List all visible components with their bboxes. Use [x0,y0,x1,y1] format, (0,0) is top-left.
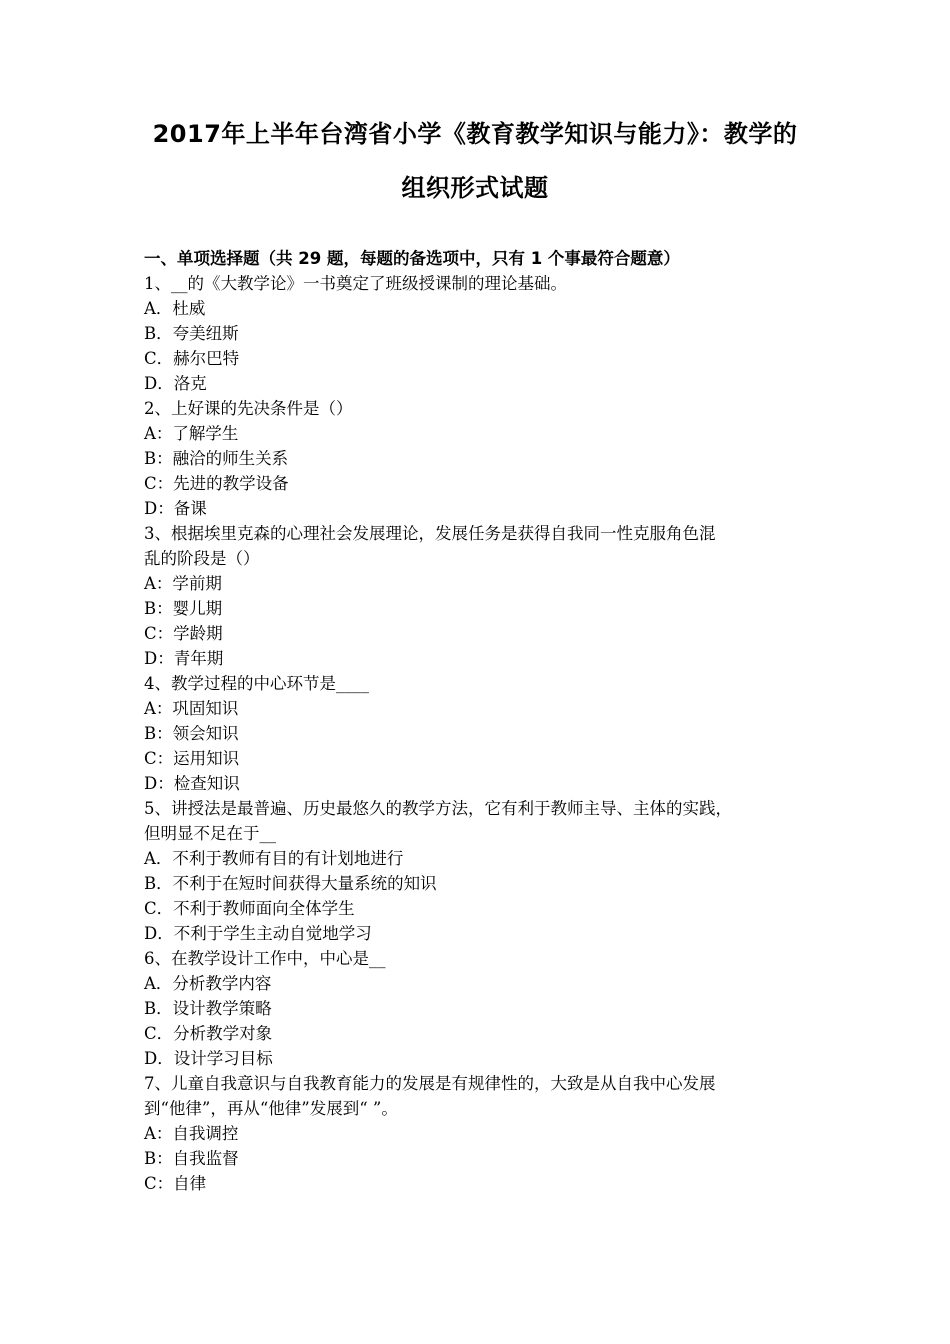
question-4-option-a: A：巩固知识 [144,699,239,718]
document-title-line-2: 组织形式试题 [401,174,549,202]
question-1-option-d: D．洛克 [144,374,207,393]
question-7-option-c: C：自律 [144,1174,207,1193]
question-2-option-b: B：融洽的师生关系 [144,449,289,468]
question-5-option-b: B．不利于在短时间获得大量系统的知识 [144,874,437,893]
question-5 [144,796,814,946]
question-5-option-d: D．不利于学生主动自觉地学习 [144,924,372,943]
question-7-option-b: B：自我监督 [144,1149,239,1168]
question-3 [144,521,814,671]
question-6-option-c: C．分析教学对象 [144,1024,273,1043]
question-3-option-b: B：婴儿期 [144,599,223,618]
question-6 [144,946,814,1071]
question-4-option-b: B：领会知识 [144,724,239,743]
question-6-option-a: A．分析教学内容 [144,974,272,993]
question-2-option-c: C：先进的教学设备 [144,474,289,493]
question-1-stem: 1、__的《大教学论》一书奠定了班级授课制的理论基础。 [144,274,567,293]
question-4-option-c: C：运用知识 [144,749,240,768]
section-heading: 一、单项选择题（共 29 题，每题的备选项中，只有 1 个事最符合题意） [144,249,680,268]
document-body [144,246,814,1196]
question-7-stem-line-2: 到“他律”，再从“他律”发展到“ ”。 [144,1099,398,1118]
question-7-option-a: A：自我调控 [144,1124,239,1143]
question-4-stem: 4、教学过程的中心环节是____ [144,674,369,693]
question-5-option-a: A．不利于教师有目的有计划地进行 [144,849,404,868]
question-1-option-c: C．赫尔巴特 [144,349,240,368]
question-1 [144,271,814,396]
question-7-stem-line-1: 7、儿童自我意识与自我教育能力的发展是有规律性的，大致是从自我中心发展 [144,1074,716,1093]
document-title-line-1: 2017年上半年台湾省小学《教育教学知识与能力》：教学的 [152,120,798,148]
question-2-stem: 2、上好课的先决条件是（） [144,399,353,418]
question-4 [144,671,814,796]
question-7 [144,1071,814,1196]
question-1-option-b: B．夸美纽斯 [144,324,239,343]
question-2 [144,396,814,521]
question-5-stem-line-1: 5、讲授法是最普遍、历史最悠久的教学方法，它有利于教师主导、主体的实践， [144,799,732,818]
question-5-option-c: C．不利于教师面向全体学生 [144,899,355,918]
question-6-stem: 6、在教学设计工作中，中心是__ [144,949,386,968]
question-3-stem-line-1: 3、根据埃里克森的心理社会发展理论，发展任务是获得自我同一性克服角色混 [144,524,716,543]
question-2-option-d: D：备课 [144,499,207,518]
question-6-option-b: B．设计教学策略 [144,999,272,1018]
question-1-option-a: A．杜威 [144,299,206,318]
question-3-option-d: D：青年期 [144,649,224,668]
question-3-option-c: C：学龄期 [144,624,223,643]
question-3-stem-line-2: 乱的阶段是（） [144,549,260,568]
question-5-stem-line-2: 但明显不足在于__ [144,824,276,843]
question-4-option-d: D：检查知识 [144,774,240,793]
question-3-option-a: A：学前期 [144,574,222,593]
question-2-option-a: A：了解学生 [144,424,239,443]
question-6-option-d: D．设计学习目标 [144,1049,273,1068]
